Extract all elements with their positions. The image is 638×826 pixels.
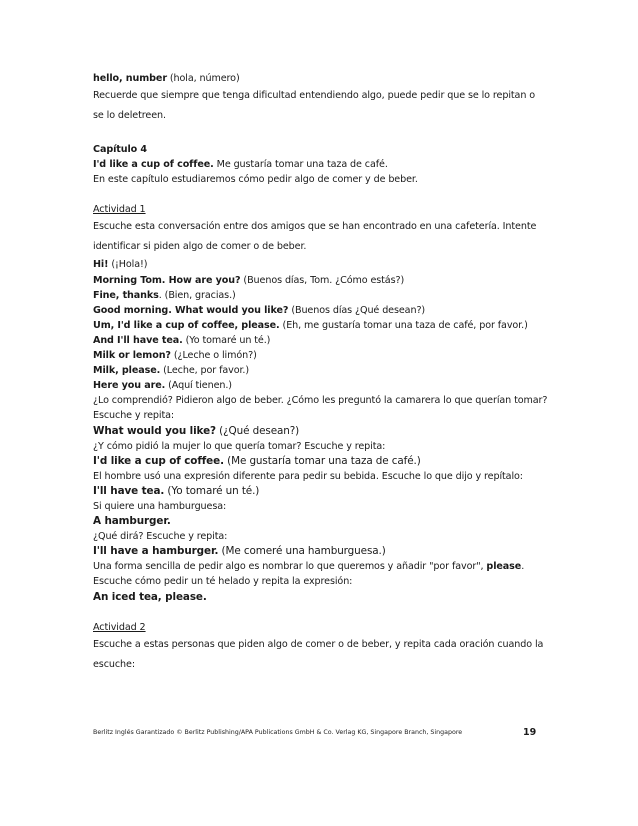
repeat-phrase: What would you like? (¿Qué desean?) (93, 424, 300, 437)
paragraph: Una forma sencilla de pedir algo es nombrar lo que queremos y añadir "por favor", please. (93, 561, 525, 573)
paragraph: ¿Y cómo pidió la mujer lo que quería tomar? Escuche y repita: (93, 440, 386, 452)
dialogue-line: Here you are. (Aquí tienen.) (93, 380, 232, 392)
paragraph: Escuche esta conversación entre dos amigos que se han encontrado en una cafetería. Intente identificar si piden algo de comer o de beber. (93, 221, 537, 253)
instruction: Escuche cómo pedir un té helado y repita la expresión: (93, 576, 353, 588)
chapter-heading: Capítulo 4 (93, 143, 147, 155)
page-content (93, 71, 548, 675)
dialogue-line: Hi! (¡Hola!) (93, 259, 148, 271)
paragraph: En este capítulo estudiaremos cómo pedir algo de comer y de beber. (93, 173, 418, 185)
dialogue-line: Morning Tom. How are you? (Buenos días, Tom. ¿Cómo estás?) (93, 274, 405, 286)
paragraph: Recuerde que siempre que tenga dificultad entendiendo algo, puede pedir que se lo repitan o se lo deletreen. (93, 90, 536, 122)
paragraph: Escuche a estas personas que piden algo de comer o de beber, y repita cada oración cuando la escuche: (93, 639, 544, 671)
repeat-phrase: I'd like a cup of coffee. (Me gustaría tomar una taza de café.) (93, 454, 421, 467)
instruction: Si quiere una hamburguesa: (93, 500, 227, 512)
footer-copyright: Berlitz Inglés Garantizado © Berlitz Publishing/APA Publications GmbH & Co. Verlag KG, Singapore Branch, Singapore (93, 729, 463, 736)
dialogue-line: And I'll have tea. (Yo tomaré un té.) (93, 334, 271, 346)
instruction: ¿Qué dirá? Escuche y repita: (93, 531, 228, 543)
paragraph: ¿Lo comprendió? Pidieron algo de beber. ¿Cómo les preguntó la camarera lo que querían tomar? (93, 395, 548, 407)
chapter-title: I'd like a cup of coffee. Me gustaría tomar una taza de café. (93, 158, 388, 170)
dialogue-line: Good morning. What would you like? (Buenos días ¿Qué desean?) (93, 304, 426, 316)
activity-heading: Actividad 2 (93, 622, 146, 634)
paragraph: El hombre usó una expresión diferente para pedir su bebida. Escuche lo que dijo y repítalo: (93, 470, 523, 482)
page-number: 19 (523, 727, 537, 738)
vocab-line: hello, number (hola, número) (93, 73, 240, 84)
repeat-phrase: I'll have a hamburger. (Me comeré una hamburguesa.) (93, 545, 386, 558)
dialogue-line: Milk or lemon? (¿Leche o limón?) (93, 350, 257, 362)
dialogue-line: Um, I'd like a cup of coffee, please. (Eh, me gustaría tomar una taza de café, por favor.) (93, 319, 528, 331)
repeat-phrase: I'll have tea. (Yo tomaré un té.) (93, 484, 260, 497)
activity-heading: Actividad 1 (93, 204, 146, 216)
dialogue-line: Milk, please. (Leche, por favor.) (93, 365, 250, 377)
repeat-phrase: An iced tea, please. (93, 590, 207, 603)
repeat-phrase: A hamburger. (93, 515, 171, 528)
dialogue-line: Fine, thanks. (Bien, gracias.) (93, 289, 236, 301)
instruction: Escuche y repita: (93, 410, 175, 422)
